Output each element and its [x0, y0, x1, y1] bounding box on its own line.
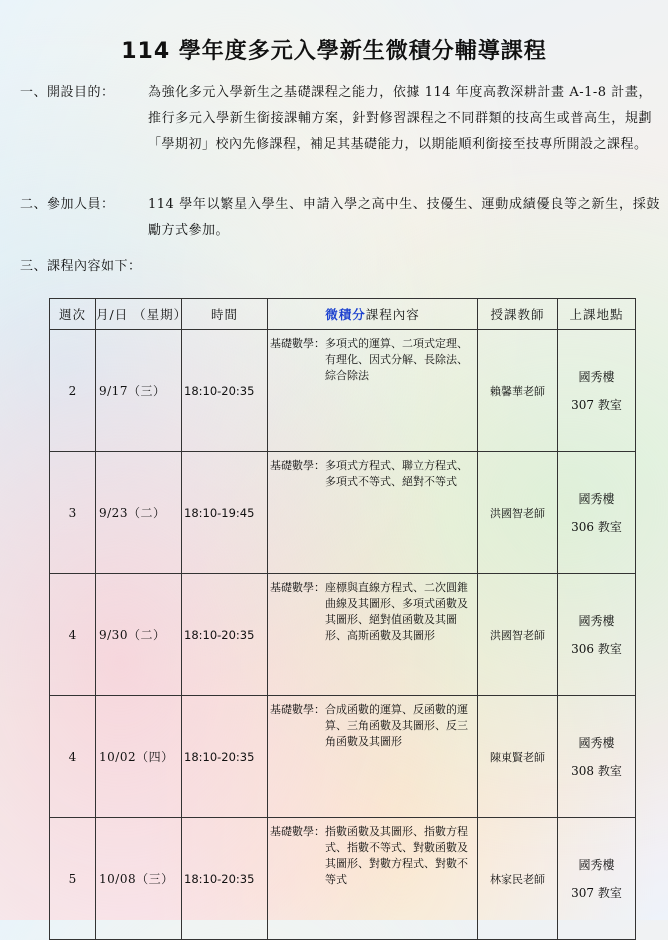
teacher-cell: 洪國智老師 — [478, 452, 558, 574]
time-cell: 18:10-20:35 — [182, 330, 268, 452]
content-text: 指數函數及其圖形、指數方程式、指數不等式、對數函數及其圖形、對數方程式、對數不等式 — [325, 825, 468, 886]
content-tag: 基礎數學： — [270, 459, 325, 472]
header-week: 週次 — [50, 299, 96, 330]
date-cell: 9/23（二） — [96, 452, 182, 574]
time-cell: 18:10-20:35 — [182, 818, 268, 940]
time-cell: 18:10-20:35 — [182, 696, 268, 818]
table-row — [50, 696, 636, 818]
content-text: 多項式的運算、二項式定理、有理化、因式分解、長除法、綜合除法 — [325, 337, 468, 382]
content-tag: 基礎數學： — [270, 337, 325, 350]
header-content-highlight: 微積分 — [325, 307, 366, 322]
content-text: 合成函數的運算、反函數的運算、三角函數及其圖形、反三角函數及其圖形 — [325, 703, 468, 748]
date-cell: 10/02（四） — [96, 696, 182, 818]
room-building: 國秀樓 — [578, 369, 615, 384]
room-classroom: 307 教室 — [571, 397, 622, 412]
room-cell — [558, 574, 636, 696]
week-cell: 5 — [50, 818, 96, 940]
content-tag: 基礎數學： — [270, 703, 325, 716]
teacher-cell: 林家民老師 — [478, 818, 558, 940]
room-cell — [558, 452, 636, 574]
week-cell: 2 — [50, 330, 96, 452]
header-room: 上課地點 — [558, 299, 636, 330]
content-tag: 基礎數學： — [270, 825, 325, 838]
table-row — [50, 452, 636, 574]
header-time: 時間 — [182, 299, 268, 330]
content-cell — [268, 452, 478, 574]
content-cell — [268, 574, 478, 696]
header-teacher: 授課教師 — [478, 299, 558, 330]
header-content-rest: 課程內容 — [365, 307, 420, 322]
time-cell: 18:10-19:45 — [182, 452, 268, 574]
header-date: 月/日 （星期） — [96, 299, 182, 330]
week-cell: 4 — [50, 574, 96, 696]
participants-text: 114 學年以繁星入學生、申請入學之高中生、技優生、運動成績優良等之新生，採鼓勵方式參加。 — [148, 197, 660, 238]
table-row — [50, 330, 636, 452]
purpose-label: 一、開設目的： — [20, 85, 115, 100]
content-cell — [268, 818, 478, 940]
table-row — [50, 818, 636, 940]
content-tag: 基礎數學： — [270, 581, 325, 594]
room-building: 國秀樓 — [578, 735, 615, 750]
room-cell — [558, 818, 636, 940]
content-cell — [268, 696, 478, 818]
date-cell: 10/08（三） — [96, 818, 182, 940]
header-content — [268, 299, 478, 330]
room-cell — [558, 696, 636, 818]
teacher-cell: 洪國智老師 — [478, 574, 558, 696]
table-header-row — [50, 299, 636, 330]
content-text: 座標與直線方程式、二次圓錐曲線及其圖形、多項式函數及其圖形、絕對值函數及其圖形、高斯函數及其圖形 — [325, 581, 468, 642]
week-cell: 3 — [50, 452, 96, 574]
content-heading: 三、課程內容如下： — [20, 259, 142, 274]
date-cell: 9/17（三） — [96, 330, 182, 452]
date-cell: 9/30（二） — [96, 574, 182, 696]
room-cell — [558, 330, 636, 452]
teacher-cell: 陳東賢老師 — [478, 696, 558, 818]
room-classroom: 306 教室 — [571, 641, 622, 656]
purpose-section — [20, 80, 660, 186]
room-classroom: 306 教室 — [571, 519, 622, 534]
time-cell: 18:10-20:35 — [182, 574, 268, 696]
room-building: 國秀樓 — [578, 613, 615, 628]
participants-section — [20, 192, 660, 246]
room-building: 國秀樓 — [578, 857, 615, 872]
content-heading-section — [20, 254, 320, 280]
table-row — [50, 574, 636, 696]
room-classroom: 308 教室 — [571, 763, 622, 778]
content-cell — [268, 330, 478, 452]
room-classroom: 307 教室 — [571, 885, 622, 900]
schedule-table — [49, 298, 636, 940]
page-title: 114 學年度多元入學新生微積分輔導課程 — [121, 39, 547, 64]
week-cell: 4 — [50, 696, 96, 818]
purpose-text: 為強化多元入學新生之基礎課程之能力，依據 114 年度高教深耕計畫 A-1-8 計畫，推行多元入學新生銜接課輔方案，針對修習課程之不同群類的技高生或普高生，規劃「學期初」校內先修課程，補足其基礎能力，以期能順利銜接至技專所開設之課程。 — [148, 85, 652, 152]
teacher-cell: 賴馨華老師 — [478, 330, 558, 452]
room-building: 國秀樓 — [578, 491, 615, 506]
content-text: 多項式方程式、聯立方程式、多項式不等式、絕對不等式 — [325, 459, 468, 488]
participants-label: 二、參加人員： — [20, 197, 115, 212]
